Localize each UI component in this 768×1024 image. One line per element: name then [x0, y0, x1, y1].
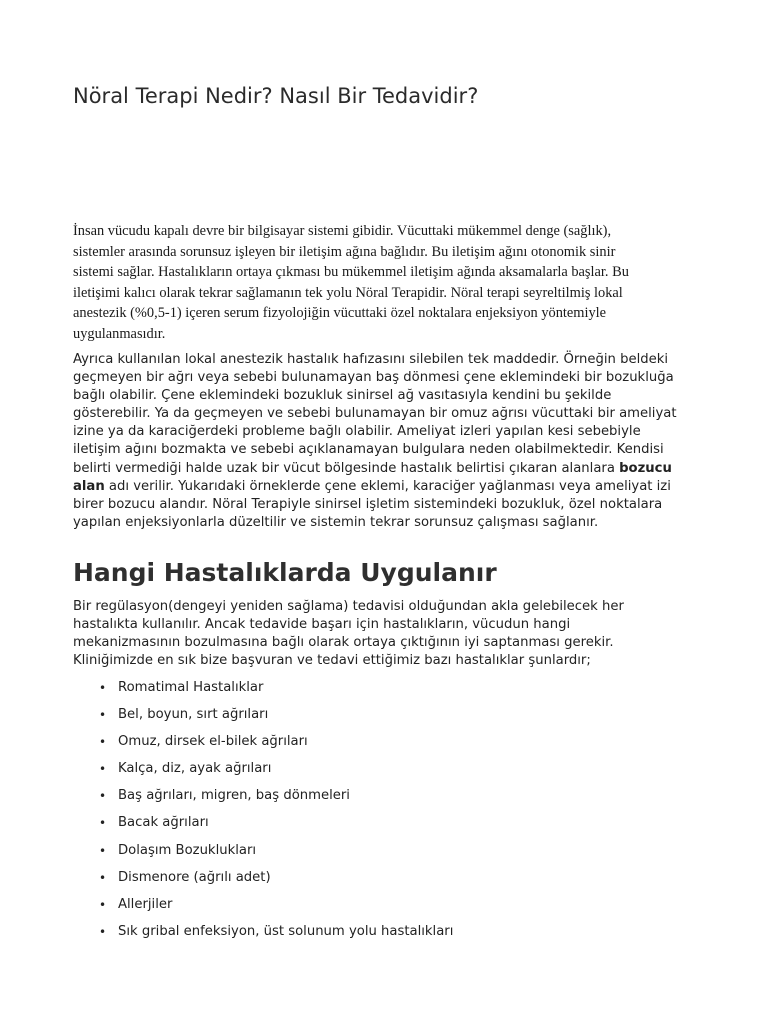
paragraph-line: mekanizmasının bozulmasına bağlı olarak ortaya çıktığının iyi saptanması gerekir.: [73, 635, 614, 651]
bullet-icon: •: [99, 870, 107, 885]
intro-line: anestezik (%0,5-1) içeren serum fizyolojiğin vücuttaki özel noktalara enjeksiyon yöntemiyle: [73, 305, 607, 321]
paragraph-line: Kliniğimizde en sık bize başvuran ve tedavi ettiğimiz bazı hastalıklar şunlardır;: [73, 653, 591, 669]
intro-line: sistemler arasında sorunsuz işleyen bir iletişim ağına bağlıdır. Bu iletişim ağını otonomik sinir: [73, 243, 616, 260]
paragraph-line: gösterebilir. Ya da geçmeyen ve sebebi bulunamayan bir omuz ağrısı vücuttaki bir ameliyat: [73, 406, 677, 422]
intro-line: iletişimi kalıcı olarak tekrar sağlamanın tek yolu Nöral Terapidir. Nöral terapi seyreltilmiş lokal: [73, 284, 623, 301]
bullet-icon: •: [99, 789, 107, 804]
intro-line: uygulanmasıdır.: [73, 325, 166, 342]
bullet-icon: •: [99, 708, 107, 723]
paragraph-line: Ayrıca kullanılan lokal anestezik hastalık hafızasını silebilen tek maddedir. Örneğin beldeki: [73, 352, 669, 367]
list-item: [73, 732, 453, 759]
list-item: [73, 759, 453, 786]
intro-line: sistemi sağlar. Hastalıkların ortaya çıkması bu mükemmel iletişim ağında aksamalarla başlar. Bu: [73, 264, 629, 280]
bold-term: alan: [73, 478, 105, 494]
list-item-label: Dolaşım Bozuklukları: [118, 842, 257, 858]
list-item: [73, 922, 453, 949]
section-intro-paragraph: [73, 598, 695, 670]
bold-term: bozucu: [619, 460, 672, 476]
section-heading: Hangi Hastalıklarda Uygulanır: [73, 558, 497, 587]
paragraph-line: Bir regülasyon(dengeyi yeniden sağlama) tedavisi olduğundan akla gelebilecek her: [73, 599, 624, 614]
list-item: [73, 841, 453, 868]
paragraph-line: [73, 460, 695, 478]
bullet-icon: •: [99, 762, 107, 777]
paragraph-line: geçmeyen bir ağrı veya sebebi bulunamayan baş dönmesi çene eklemindeki bir bozukluğa: [73, 370, 674, 386]
list-item: [73, 786, 453, 813]
list-item: [73, 868, 453, 895]
list-item: [73, 813, 453, 840]
list-item-label: Allerjiler: [118, 896, 173, 912]
bullet-icon: •: [99, 816, 107, 831]
list-item: [73, 895, 453, 922]
list-item-label: Bacak ağrıları: [118, 815, 209, 831]
paragraph-line: hastalıkta kullanılır. Ancak tedavide başarı için hastalıkların, vücudun hangi: [73, 617, 571, 633]
anesthetic-paragraph: [73, 351, 695, 532]
list-item-label: Baş ağrıları, migren, baş dönmeleri: [118, 788, 350, 804]
disease-list: [73, 678, 453, 949]
list-item-label: Romatimal Hastalıklar: [118, 680, 264, 695]
bullet-icon: •: [99, 897, 107, 912]
line-text: adı verilir. Yukarıdaki örneklerde çene eklemi, karaciğer yağlanması veya ameliyat izi: [104, 478, 671, 494]
page-title: Nöral Terapi Nedir? Nasıl Bir Tedavidir?: [73, 84, 479, 108]
paragraph-line: [73, 478, 695, 496]
bullet-icon: •: [99, 924, 107, 939]
intro-paragraph: [73, 221, 677, 344]
bullet-icon: •: [99, 681, 107, 695]
intro-line: İnsan vücudu kapalı devre bir bilgisayar sistemi gibidir. Vücuttaki mükemmel denge (sağlık),: [73, 223, 612, 239]
bullet-icon: •: [99, 843, 107, 858]
paragraph-line: bağlı olabilir. Çene eklemindeki bozukluk sinirsel ağ vasıtasıyla kendini bu şekilde: [73, 388, 612, 404]
paragraph-line: birer bozucu alandır. Nöral Terapiyle sinirsel işletim sistemindeki bozukluk, özel noktalara: [73, 496, 663, 512]
list-item: [73, 678, 453, 705]
bullet-icon: •: [99, 735, 107, 750]
paragraph-line: izine ya da karaciğerdeki probleme bağlı olabilir. Ameliyat izleri yapılan kesi sebebiyle: [73, 424, 641, 440]
list-item-label: Kalça, diz, ayak ağrıları: [118, 761, 272, 777]
paragraph-line: yapılan enjeksiyonlarla düzeltilir ve sistemin tekrar sorunsuz çalışması sağlanır.: [73, 514, 599, 530]
list-item-label: Sık gribal enfeksiyon, üst solunum yolu hastalıkları: [118, 923, 454, 939]
list-item-label: Dismenore (ağrılı adet): [118, 869, 271, 885]
list-item-label: Omuz, dirsek el-bilek ağrıları: [118, 734, 308, 750]
list-item: [73, 705, 453, 732]
line-text: belirti vermediği halde uzak bir vücut bölgesinde hastalık belirtisi çıkaran alanlara: [73, 460, 620, 476]
list-item-label: Bel, boyun, sırt ağrıları: [118, 707, 269, 723]
paragraph-line: iletişim ağını bozmakta ve sebebi açıklanamayan bulgulara neden olabilmektedir. Kendisi: [73, 442, 664, 458]
